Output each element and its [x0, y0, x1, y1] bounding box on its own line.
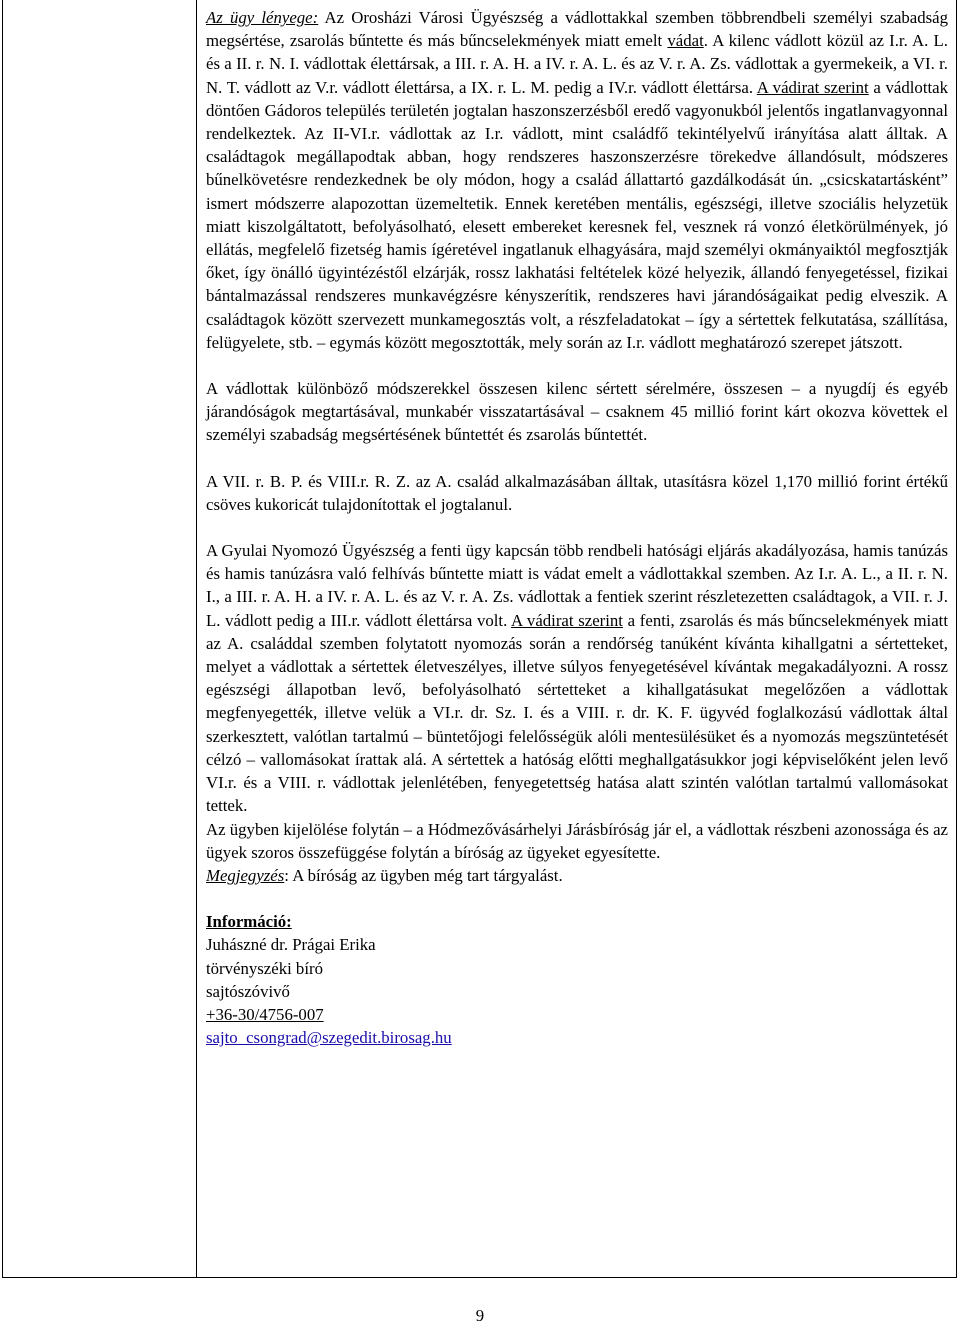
case-summary-text-c: a vádlottak döntően Gádoros település területén jogtalan haszonszerzésből eredő vagyonukból jelentős ingatlanvagyonnal rendelkeztek. Az II-VI.r. vádlottak az I.r. vádlott, mint családfő tekintélyelvű irányítása alatt álltak. A családtagok megállapodtak abban, hogy rendszeres haszonszerzésre törekedve állandósult, módszeres bűnelkövetésre rendezkednek be oly módon, hogy a család állattartó gazdálkodását ún. „csicskatartásként” ismert módszerre alapozottan üzemeltetik. Ennek keretében mentális, egészségi, illetve szociális helyzetük miatt kiszolgáltatott, befolyásolható, elesett embereket keresnek fel, vesznek rá vonzó életkörülmények, jó ellátás, megfelelő fizetség hamis ígéretével ingatlanuk elhagyására, majd személyi okmányaiktól megfosztják őket, így önálló ügyintézéstől elzárják, rossz lakhatási feltételek közé helyezik, állandó fenyegetéssel, fizikai bántalmazással rendszeres munkavégzésre kényszerítik, rendszeres havi járandóságaikat pedig elveszik. A családtagok között szervezett munkamegosztás volt, a részfeladatokat – így a sértettek felkutatása, szállítása, felügyelete, stb. – egymás között megosztották, mely során az I.r. vádlott meghatározó szerepet játszott. [206, 77, 948, 352]
email-link[interactable]: sajto_csongrad@szegedit.birosag.hu [206, 1028, 452, 1048]
corn-theft-paragraph: A VII. r. B. P. és VIII.r. R. Z. az A. család alkalmazásában álltak, utasításra közel 1,170 millió forint értékű csöves kukoricát tulajdonítottak el jogtalanul. [206, 471, 948, 514]
case-summary-text-a: Az Orosházi Városi Ügyészség a vádlottakkal szemben többrendbeli személyi szabadság megsértése, zsarolás bűntette és más bűncselekmények miatt emelt [206, 8, 948, 51]
contact-info-block [206, 910, 948, 1049]
joinder-paragraph: Az ügyben kijelölése folytán – a Hódmezővásárhelyi Járásbíróság jár el, a vádlottak részbeni azonossága és az ügyek szoros összefüggése folytán a bíróság az ügyeket egyesítette. [206, 819, 948, 862]
document-body [206, 6, 948, 1049]
note-paragraph [206, 864, 948, 887]
spacer [206, 354, 948, 377]
spacer [206, 516, 948, 539]
obstruction-text-a: A Gyulai Nyomozó Ügyészség a fenti ügy kapcsán több rendbeli hatósági eljárás akadályozása, hamis tanúzás és hamis tanúzásra való felhívás bűntette miatt is vádat emelt a vádlottakkal szemben. Az I.r. A. L., a II. r. N. I., a III. r. A. H. a IV. r. A. L. és az V. r. A. Zs. vádlottak a fentiek szerint részletezetten családtagok, a VII. r. J. L. vádlott pedig a III.r. vádlott élettársa volt. [206, 541, 948, 630]
left-empty-cell [2, 0, 197, 1278]
obstruction-text-b: a fenti, zsarolás és más bűncselekmények miatt az A. családdal szemben folytatott nyomozás során a rendőrség tanúként kívánta kihallgatni a sértetteket, melyet a vádlottak a sértettek életveszélyes, illetve súlyos fenyegetésével kívántak megakadályozni. A rossz egészségi állapotban levő, befolyásolható sértetteket a kihallgatásukat megelőzően a vádlottak megfenyegették, illetve velük a VI.r. dr. Sz. I. és a VIII. r. dr. K. F. ügyvéd foglalkozású vádlottak által szerkesztett, valótlan tartalmú – büntetőjogi felelősségük alóli mentesülésüket és a nyomozás megszüntetését célzó – vallomásokat írattak alá. A sértettek a hatóság előtti meghallgatásukkor jogi képviselőként jelen levő VI.r. és a VIII. r. vádlottak jelenlétében, fenyegetettség hatása alatt szintén valótlan tartalmú vallomásokat tettek. [206, 610, 948, 816]
spacer [206, 447, 948, 470]
spacer [206, 887, 948, 910]
damages-paragraph: A vádlottak különböző módszerekkel összesen kilenc sértett sérelmére, összesen – a nyugdíj és egyéb járandóságok megtartásával, munkabér visszatartásával – csaknem 45 millió forint kárt okozva követtek el személyi szabadság megsértésének bűntettét és zsarolás bűntettét. [206, 379, 948, 445]
spokesperson-role: sajtószóvivő [206, 981, 290, 1001]
info-heading: Információ: [206, 912, 292, 932]
spokesperson-name: Juhászné dr. Prágai Erika [206, 935, 376, 955]
page-number: 9 [475, 1306, 485, 1325]
phone-number: +36-30/4756-007 [206, 1004, 324, 1024]
case-summary-paragraph [206, 6, 948, 354]
spokesperson-title: törvényszéki bíró [206, 958, 323, 978]
note-text: A bíróság az ügyben még tart tárgyalást. [288, 865, 563, 885]
case-summary-label: Az ügy lényege: [206, 8, 319, 27]
obstruction-paragraph [206, 539, 948, 817]
vadirat-underlined-2: A vádirat szerint [511, 610, 623, 630]
note-label: Megjegyzés [206, 865, 285, 885]
note-colon: : [284, 865, 289, 885]
case-summary-text-b: . A kilenc vádlott közül az I.r. A. L. és a II. r. N. I. vádlottak élettársak, a III. r. A. H. a IV. r. A. L. és az V. r. A. Zs. vádlottak a gyermekeik, a VI. r. N. T. vádlott az V.r. vádlott élettársa, a IX. r. L. M. pedig a IV.r. vádlott élettársa. [206, 31, 948, 97]
vadat-underlined: vádat [667, 31, 704, 51]
vadirat-underlined-1: A vádirat szerint [756, 77, 869, 97]
